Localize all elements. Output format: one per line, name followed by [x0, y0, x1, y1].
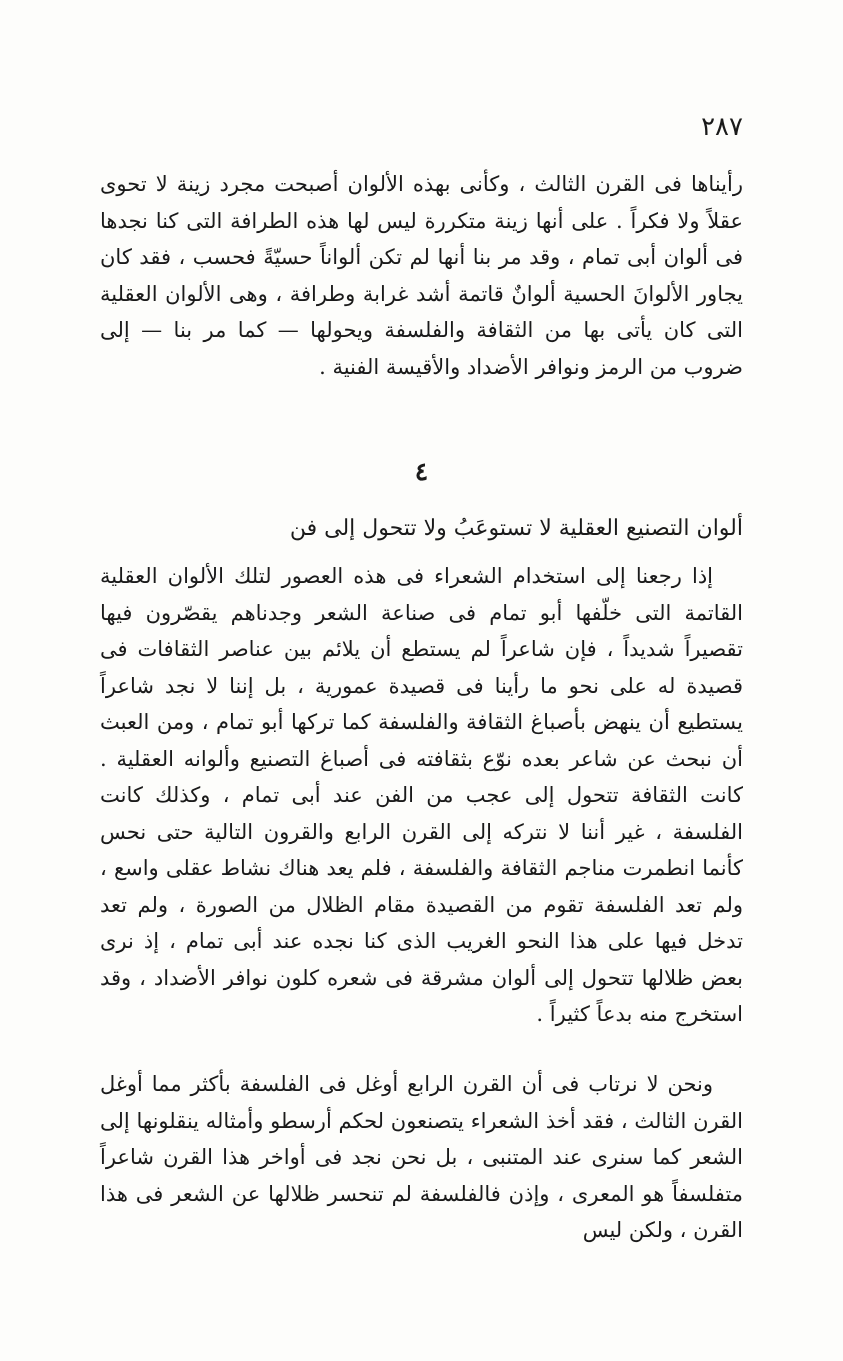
- section-number: ٤: [414, 457, 429, 486]
- paragraph-body-1: [100, 558, 743, 1033]
- paragraph-text: ونحن لا نرتاب فى أن القرن الرابع أوغل فى الفلسفة بأكثر مما أوغل القرن الثالث ، فقد أخذ الشعراء يتصنعون لحكم أرسطو وأمثاله ينقلونها إلى الشعر كما سنرى عند المتنبى ، بل نحن نجد فى أواخر هذا القرن شاعراً متفلسفاً هو المعرى ، وإذن فالفلسفة لم تنحسر ظلالها عن الشعر فى هذا القرن ، ولكن ليس: [100, 1072, 743, 1242]
- paragraph-text: إذا رجعنا إلى استخدام الشعراء فى هذه العصور لتلك الألوان العقلية القاتمة التى خلّفها أبو تمام فى صناعة الشعر وجدناهم يقصّرون فيها تقصيراً شديداً ، فإن شاعراً لم يستطع أن يلائم بين عناصر الثقافات فى قصيدة له على نحو ما رأينا فى قصيدة عمورية ، بل إننا لا نجد شاعراً يستطيع أن ينهض بأصباغ الثقافة والفلسفة كما تركها أبو تمام ، ومن العبث أن نبحث عن شاعر بعده نوّع بثقافته فى أصباغ التصنيع وألوانه العقلية . كانت الثقافة تتحول إلى عجب من الفن عند أبى تمام ، وكذلك كانت الفلسفة ، غير أننا لا نتركه إلى القرن الرابع والقرون التالية حتى نحس كأنما انطمرت مناجم الثقافة والفلسفة ، فلم يعد هناك نشاط عقلى واسع ، ولم تعد الفلسفة تقوم من القصيدة مقام الظلال من الصورة ، ولم تعد تدخل فيها على هذا النحو الغريب الذى كنا نجده عند أبى تمام ، إذ نرى بعض ظلالها تتحول إلى ألوان مشرقة فى شعره كلون نوافر الأضداد ، وقد استخرج منه بدعاً كثيراً .: [100, 564, 743, 1026]
- section-heading: ألوان التصنيع العقلية لا تستوعَبُ ولا تتحول إلى فن: [289, 516, 743, 541]
- page-number: ٢٨٧: [701, 112, 743, 142]
- paragraph-body-2: [100, 1066, 743, 1249]
- paragraph-text: رأيناها فى القرن الثالث ، وكأنى بهذه الألوان أصبحت مجرد زينة لا تحوى عقلاً ولا فكراً . على أنها زينة متكررة ليس لها هذه الطرافة التى كنا نجدها فى ألوان أبى تمام ، وقد مر بنا أنها لم تكن ألواناً حسيّةً فحسب ، فقد كان يجاور الألوانَ الحسية ألوانٌ قاتمة أشد غرابة وطرافة ، وهى الألوان العقلية التى كان يأتى بها من الثقافة والفلسفة ويحولها — كما مر بنا — إلى ضروب من الرمز ونوافر الأضداد والأقيسة الفنية .: [100, 172, 743, 379]
- paragraph-continued: [100, 166, 743, 385]
